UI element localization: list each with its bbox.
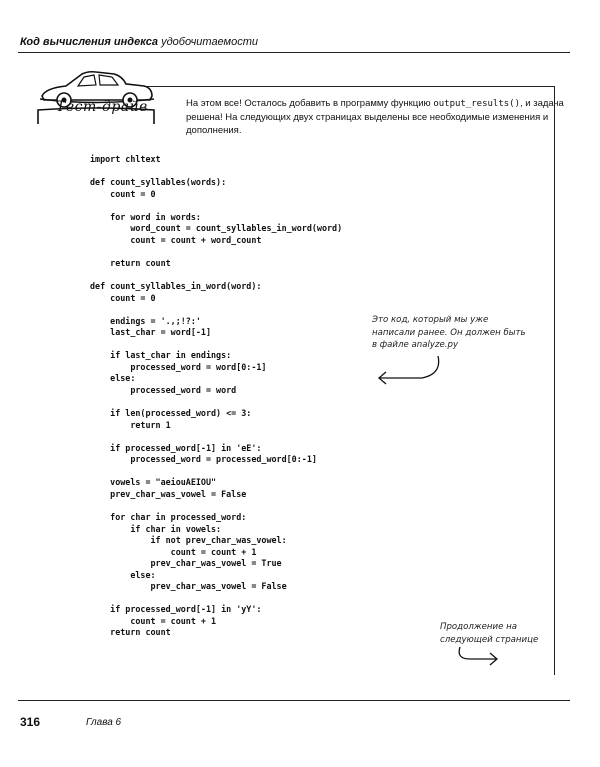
intro-text: [186, 97, 566, 137]
code-line: prev_char_was_vowel = False: [90, 581, 287, 592]
code-line: count = count + 1: [90, 546, 257, 557]
code-line: def count_syllables_in_word(word):: [90, 281, 262, 292]
annotation-continued: Продолжение на следующей странице: [440, 622, 539, 645]
test-drive-title: Тест-драйв: [56, 99, 148, 115]
code-line: return 1: [90, 419, 171, 430]
header-divider: [18, 52, 570, 53]
code-line: if char in vowels:: [90, 523, 222, 534]
code-line: count = count + word_count: [90, 234, 262, 245]
continue-arrow-icon: [456, 645, 502, 667]
code-line: for word in words:: [90, 211, 201, 222]
intro-part-1: На этом все! Осталось добавить в программу функцию: [186, 98, 434, 109]
running-header-bold: Код вычисления индекса: [20, 36, 159, 48]
code-line: if processed_word[-1] in 'yY':: [90, 604, 262, 615]
intro-part-2: , и задача решена! На следующих двух страницах выделены все необходимые изменения и дополнения.: [186, 98, 564, 136]
code-line: def count_syllables(words):: [90, 177, 227, 188]
code-line: count = 0: [90, 188, 156, 199]
running-header: [20, 36, 258, 48]
code-line: if last_char in endings:: [90, 350, 232, 361]
car-icon: [36, 66, 156, 124]
code-line: endings = '.,;!?:': [90, 315, 201, 326]
code-line: if not prev_char_was_vowel:: [90, 535, 287, 546]
code-line: prev_char_was_vowel = True: [90, 558, 282, 569]
chapter-label: Глава 6: [86, 717, 122, 728]
code-line: count = 0: [90, 292, 156, 303]
code-line: processed_word = word: [90, 384, 237, 395]
code-line: count = count + 1: [90, 615, 217, 626]
intro-function-name: output_results(): [433, 99, 521, 109]
code-line: else:: [90, 373, 136, 384]
code-listing: [90, 154, 342, 639]
annotation-analyze: Это код, который мы уже написали ранее. Он должен быть в файле analyze.py: [372, 315, 526, 350]
code-line: word_count = count_syllables_in_word(word): [90, 223, 343, 234]
code-line: vowels = "aeiouAEIOU": [90, 477, 217, 488]
footer-divider: [18, 700, 570, 701]
code-line: last_char = word[-1]: [90, 327, 212, 338]
code-line: for char in processed_word:: [90, 511, 247, 522]
page-number: 316: [20, 715, 41, 729]
running-header-rest: удобочитаемости: [161, 36, 258, 48]
code-line: processed_word = word[0:-1]: [90, 361, 267, 372]
code-line: if processed_word[-1] in 'eE':: [90, 442, 262, 453]
code-line: return count: [90, 257, 171, 268]
code-line: else:: [90, 569, 156, 580]
code-line: processed_word = processed_word[0:-1]: [90, 454, 317, 465]
code-line: if len(processed_word) <= 3:: [90, 408, 252, 419]
code-line: prev_char_was_vowel = False: [90, 488, 247, 499]
curved-arrow-icon: [376, 354, 446, 386]
code-line: return count: [90, 627, 171, 638]
code-line: import chltext: [90, 154, 161, 164]
